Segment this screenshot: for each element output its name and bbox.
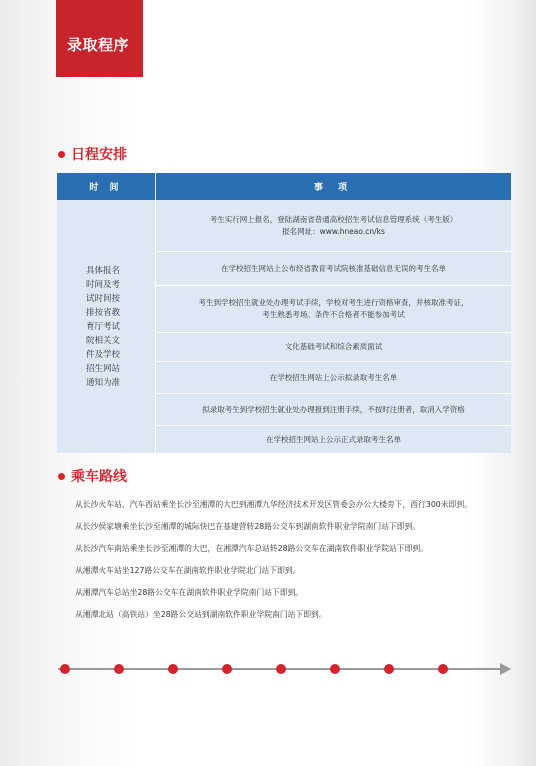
schedule-heading	[58, 144, 127, 164]
arrow-right-icon	[500, 663, 511, 675]
time-cell	[57, 200, 156, 453]
schedule-table	[57, 173, 511, 453]
row-line: 考生到学校招生就业处办理考试手续，学校对考生进行资格审查，并核取准考证，	[198, 298, 469, 307]
bullet-dot-icon	[58, 151, 65, 158]
table-row	[156, 426, 511, 453]
table-row	[156, 252, 511, 286]
table-row	[156, 200, 511, 252]
row-line: 考生实行网上报名，登陆湖南省普通高校招生考试信息管理系统（考生版）	[209, 214, 458, 224]
route-line: 从长沙侯家塘乘坐长沙至湘潭的城际快巴在基建营转28路公交车到湖南软件职业学院南门站下即到。	[75, 522, 421, 531]
table-row	[156, 394, 511, 426]
item-rows	[156, 200, 511, 453]
section-title-box	[56, 0, 143, 77]
header-item: 事 项	[313, 183, 354, 193]
bullet-dot-icon	[58, 473, 65, 480]
schedule-heading-text: 日程安排	[71, 147, 127, 163]
route-line: 从湘潭北站（高铁站）坐28路公交站到湖南软件职业学院南门站下即到。	[75, 610, 327, 619]
route-heading	[58, 466, 127, 486]
timeline-dot-icon	[384, 664, 394, 674]
route-heading-text: 乘车路线	[71, 469, 127, 485]
table-row	[156, 286, 511, 333]
timeline-dot-icon	[276, 664, 286, 674]
route-text	[58, 494, 516, 626]
row-line: 考生熟悉考场。条件不合格者不能参加考试	[262, 310, 405, 319]
row-line: 文化基础考试和综合素质面试	[284, 342, 383, 351]
route-line: 从湘潭汽车总站坐28路公交车在湖南软件职业学院南门站下即到。	[75, 588, 304, 597]
row-line: 报名网址：www.hneao.cn/ks	[282, 226, 385, 236]
timeline-dot-icon	[330, 664, 340, 674]
table-row	[156, 362, 511, 394]
timeline-dot-icon	[222, 664, 232, 674]
table-header	[57, 173, 511, 200]
row-line: 在学校招生网站上公示拟录取考生名单	[269, 372, 398, 382]
decorative-timeline	[58, 662, 518, 676]
timeline-dot-icon	[438, 664, 448, 674]
route-line: 从长沙汽车南站乘坐长沙至湘潭的大巴，在湘潭汽车总站转28路公交车在湖南软件职业学院站下即到。	[75, 544, 428, 553]
route-line: 从长沙火车站、汽车西站乘坐长沙至湘潭的大巴到湘潭九华经济技术开发区管委会办公大楼旁下，西行300米即到。	[75, 500, 472, 509]
table-row	[156, 333, 511, 362]
timeline-dot-icon	[60, 664, 70, 674]
row-line: 在学校招生网站上公示正式录取考生名单	[266, 434, 401, 444]
page-title: 录取程序	[67, 36, 130, 54]
time-cell-text: 具体报名时间及考试时间按排按省教育厅考试院相关文件及学校招生网站通知为准	[86, 265, 121, 388]
timeline-dot-icon	[168, 664, 178, 674]
row-line: 拟录取考生到学校招生就业处办理报到注册手续，不按时注册者，取消入学资格	[202, 404, 465, 414]
header-time: 时 间	[57, 173, 156, 200]
row-line: 在学校招生网站上公布经省教育考试院核准基础信息无误的考生名单	[221, 263, 446, 273]
timeline-dot-icon	[114, 664, 124, 674]
table-body	[57, 200, 511, 453]
route-line: 从湘潭火车站坐127路公交车在湖南软件职业学院北门站下即到。	[75, 566, 301, 575]
